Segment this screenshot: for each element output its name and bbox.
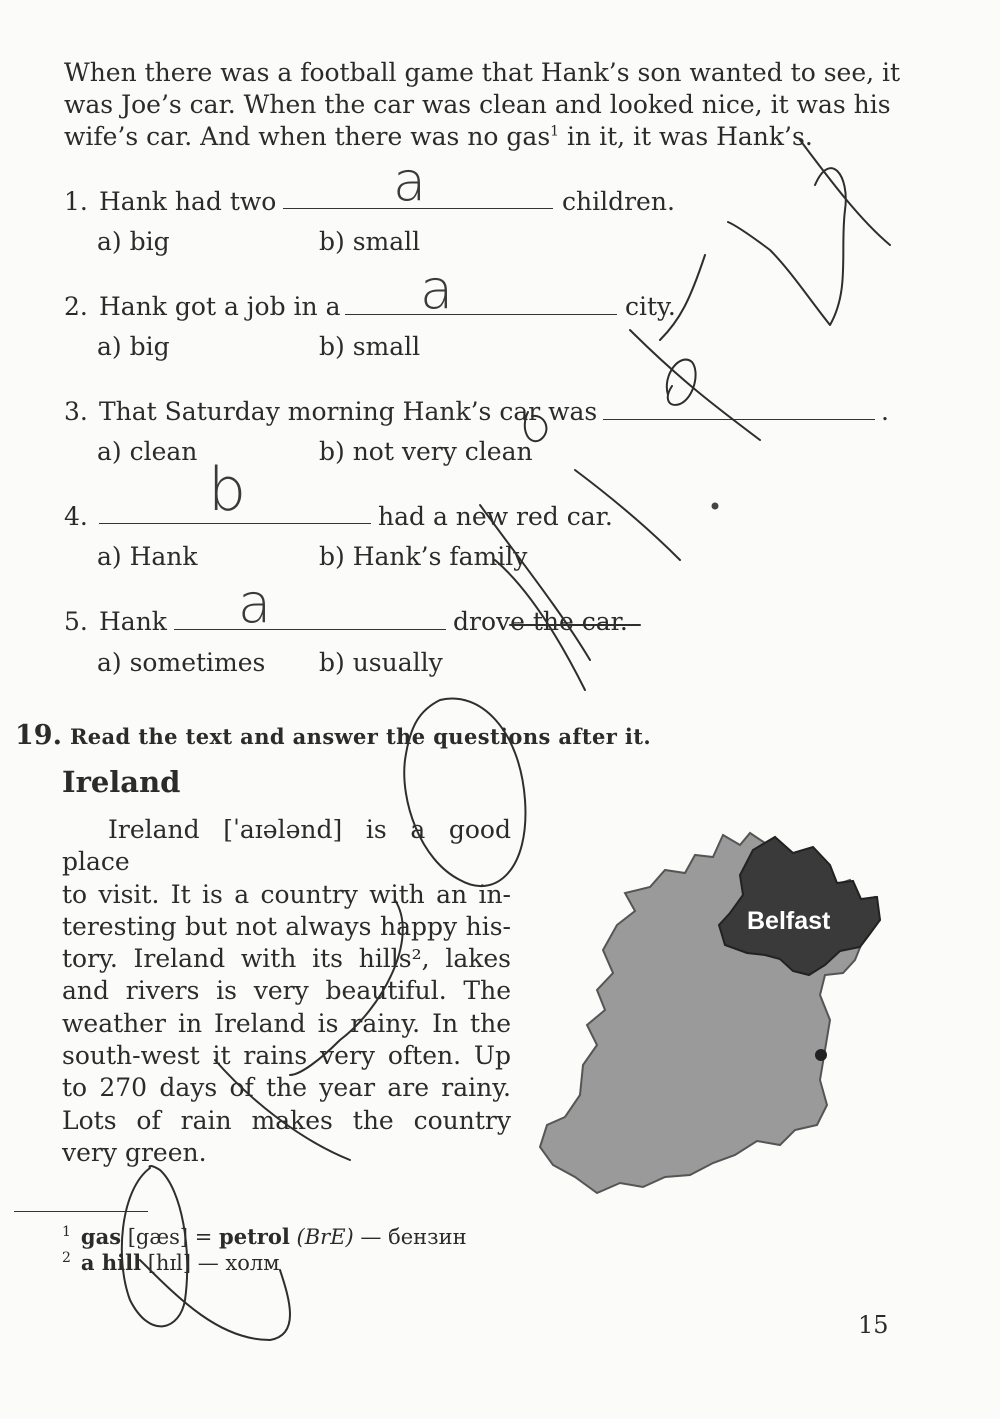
paragraph-line: weather in Ireland is rainy. In the — [62, 1008, 511, 1038]
question-2-answer-blank[interactable] — [345, 314, 617, 315]
question-5-option-b: b) usually — [319, 648, 443, 677]
question-3-text-after: . — [881, 397, 889, 426]
question-5-handwritten-answer: a — [238, 572, 272, 635]
question-2-number: 2. — [64, 292, 88, 321]
ink-dot — [712, 503, 719, 510]
question-4-number: 4. — [64, 502, 88, 531]
scribble-stroke-4 — [630, 330, 760, 440]
question-2-option-a: a) big — [97, 332, 170, 361]
map-label-belfast: Belfast — [747, 907, 831, 935]
question-1-handwritten-answer: a — [393, 150, 427, 213]
question-4-option-a: a) Hank — [97, 542, 198, 571]
question-2-handwritten-answer: a — [420, 258, 454, 321]
ireland-paragraph — [62, 814, 511, 1169]
question-5-number: 5. — [64, 607, 88, 636]
paragraph-line: Lots of rain makes the country — [62, 1105, 511, 1135]
footnote-1-term: gas — [80, 1224, 122, 1249]
question-2-option-b: b) small — [319, 332, 421, 361]
footnote-2-term: a hill — [80, 1250, 142, 1275]
footnote-2-transcription: [hɪl] — [147, 1251, 192, 1275]
intro-line-2: was Joe’s car. When the car was clean and looked nice, it was his — [64, 90, 891, 119]
question-3-option-b: b) not very clean — [319, 437, 533, 466]
paragraph-line: and rivers is very beautiful. The — [62, 976, 511, 1006]
footnote-1-transcription: [gæs] — [127, 1225, 189, 1249]
paragraph-line: south-west it rains very often. Up — [62, 1041, 511, 1071]
paragraph-line: to 270 days of the year are rainy. — [62, 1073, 511, 1103]
page-number: 15 — [858, 1311, 889, 1339]
question-1-number: 1. — [64, 187, 88, 216]
footnote-1-equals: = — [188, 1225, 220, 1249]
exercise-header — [15, 720, 651, 753]
paragraph-line: to visit. It is a country with an in- — [62, 879, 511, 909]
question-5-text-after: drove the car. — [453, 607, 628, 636]
question-2-text-before: Hank got a job in a — [99, 292, 341, 321]
scribble-stroke-1 — [800, 140, 890, 245]
intro-line-3 — [64, 121, 813, 153]
footnote-mark-1: 1 — [550, 123, 560, 140]
footnote-1-synonym: petrol — [219, 1224, 290, 1249]
footnote-2-translation: — холм — [191, 1251, 280, 1275]
scribble-stroke-2 — [728, 168, 846, 325]
question-3-text-before: That Saturday morning Hank’s car was — [99, 397, 598, 426]
text-title: Ireland — [62, 765, 181, 799]
footnote-1-note: (BrE) — [296, 1225, 354, 1249]
scribble-stroke-5 — [667, 360, 696, 405]
question-3-handwritten-answer: b — [208, 455, 247, 525]
footnote-1-translation: — бензин — [353, 1225, 467, 1249]
paragraph-line: very green. — [62, 1137, 207, 1167]
exercise-number: 19. — [15, 720, 62, 751]
footnote-1 — [62, 1224, 467, 1253]
paragraph-line: tory. Ireland with its hills², lakes — [62, 944, 511, 974]
question-1-text-after: children. — [562, 187, 675, 216]
intro-line-3-text: wife’s car. And when there was no gas — [64, 122, 551, 151]
question-3-answer-blank[interactable] — [603, 419, 875, 420]
question-2-text-after: city. — [625, 292, 676, 321]
footnote-2-number: 2 — [62, 1250, 71, 1266]
question-1-text-before: Hank had two — [99, 187, 277, 216]
question-1-option-a: a) big — [97, 227, 170, 256]
question-4-option-b: b) Hank’s family — [319, 542, 528, 571]
question-3-number: 3. — [64, 397, 88, 426]
ireland-map — [525, 825, 905, 1200]
intro-line-4-text: in it, it was Hank’s. — [567, 122, 813, 151]
intro-line-1: When there was a football game that Hank’s son wanted to see, it — [64, 58, 901, 87]
question-5-answer-blank[interactable] — [174, 629, 446, 630]
paragraph-line: teresting but not always happy his- — [62, 911, 511, 941]
footnote-divider — [14, 1211, 148, 1212]
question-5-text-before: Hank — [99, 607, 167, 636]
exercise-instruction: Read the text and answer the questions after it. — [69, 724, 652, 749]
question-4-answer-blank[interactable] — [99, 523, 371, 524]
question-4-text-after: had a new red car. — [378, 502, 613, 531]
footnote-2 — [62, 1250, 280, 1279]
footnote-1-number: 1 — [62, 1224, 71, 1240]
dublin-dot — [815, 1049, 827, 1061]
question-5-option-a: a) sometimes — [97, 648, 266, 677]
question-3-option-a: a) clean — [97, 437, 198, 466]
question-1-option-b: b) small — [319, 227, 421, 256]
paragraph-line: Ireland [ˈaɪələnd] is a good place — [62, 815, 511, 877]
